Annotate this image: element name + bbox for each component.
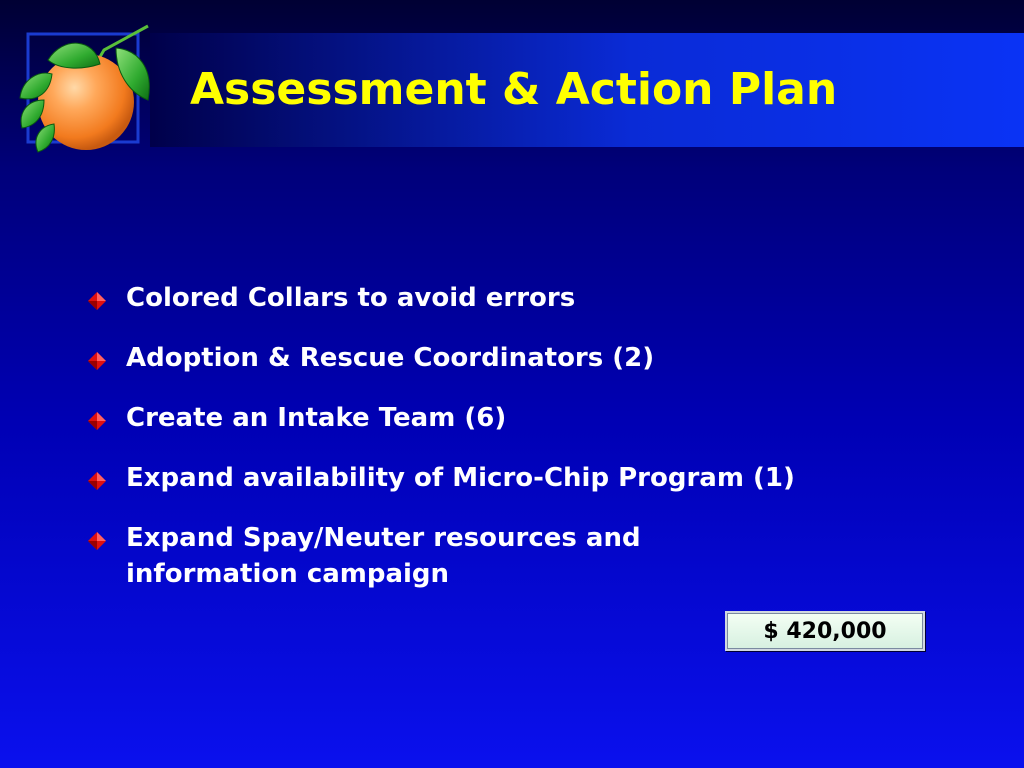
list-item (86, 280, 966, 316)
bullet-text: Expand availability of Micro-Chip Program (1) (126, 463, 795, 493)
red-diamond-arrow-bullet-icon (86, 286, 108, 308)
orange-with-leaves-icon (8, 22, 158, 162)
red-diamond-arrow-bullet-icon (86, 526, 108, 548)
list-item (86, 340, 966, 376)
bullet-list (86, 280, 966, 616)
bullet-text: Create an Intake Team (6) (126, 403, 507, 433)
page-title: Assessment & Action Plan (190, 64, 838, 115)
red-diamond-arrow-bullet-icon (86, 406, 108, 428)
list-item (86, 460, 966, 496)
bullet-text: Expand Spay/Neuter resources and information campaign (126, 523, 641, 589)
amount-box (725, 611, 925, 651)
amount-value: $ 420,000 (763, 618, 887, 644)
list-item (86, 520, 966, 592)
red-diamond-arrow-bullet-icon (86, 466, 108, 488)
list-item (86, 400, 966, 436)
red-diamond-arrow-bullet-icon (86, 346, 108, 368)
bullet-text: Colored Collars to avoid errors (126, 283, 576, 313)
bullet-text: Adoption & Rescue Coordinators (2) (126, 343, 655, 373)
